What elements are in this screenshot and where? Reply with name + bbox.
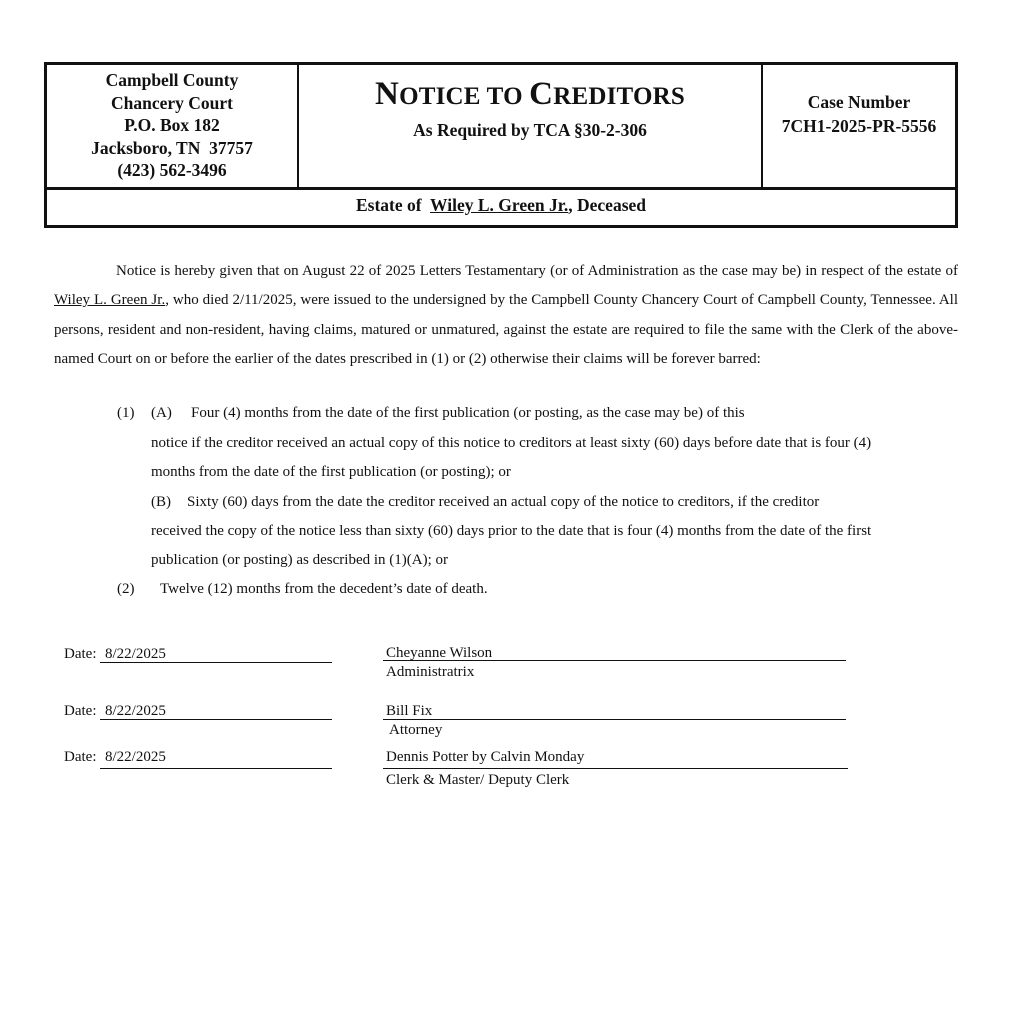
signer-role-2: Attorney (389, 722, 443, 738)
title-cap-c: C (529, 76, 554, 112)
item-1a-line-1: Four (4) months from the date of the first publication (or posting, as the case may be) of this (191, 405, 745, 421)
court-city: Jacksboro, TN 37757 (91, 137, 253, 158)
estate-suffix: , Deceased (568, 195, 647, 215)
estate-decedent: Wiley L. Green Jr. (430, 195, 569, 215)
signer-role-1: Administratrix (386, 664, 475, 680)
date-line-1 (100, 662, 332, 663)
notice-header-box (44, 62, 958, 228)
estate-line (47, 195, 955, 216)
date-value-1: 8/22/2025 (105, 646, 166, 662)
date-line-3 (100, 768, 332, 769)
item-1a-line-3: months from the date of the first publication (or posting); or (151, 464, 511, 480)
item-1b-line-2: received the copy of the notice less than sixty (60) days prior to the date that is four (4) months from the date of the first (151, 523, 872, 539)
intro-decedent: Wiley L. Green Jr. (54, 292, 166, 309)
title-small-2: REDITORS (553, 83, 685, 110)
court-county: Campbell County (105, 70, 239, 90)
case-number-block (763, 65, 955, 187)
header-divider (47, 187, 955, 190)
intro-text-2: , who died 2/11/2025, were issued to the undersigned by the Campbell County Chancery Court of Campbell County, Tennessee. All persons, resident and non-resident, having claims, matured or unmatured, against the estate are required to file the same with the Clerk of the above-named Court on or before the earlier of the dates prescribed in (1) or (2) otherwise their claims will be forever barred: (54, 292, 958, 367)
signer-name-1: Cheyanne Wilson (386, 645, 493, 661)
title-small-1: OTICE TO (399, 83, 530, 110)
item-1a-line-2: notice if the creditor received an actual copy of this notice to creditors at least sixty (60) days before date that is four (4) (151, 435, 872, 451)
item-2-text: Twelve (12) months from the decedent’s date of death. (160, 581, 488, 597)
intro-text-1: Notice is hereby given that on August 22 of 2025 Letters Testamentary (or of Administration as the case may be) in respect of the estate of (116, 263, 958, 279)
item-1b-line-3: publication (or posting) as described in (1)(A); or (151, 552, 449, 568)
estate-prefix: Estate of (355, 195, 422, 215)
title-block (299, 65, 763, 187)
item-1b-line-1: Sixty (60) days from the date the creditor received an actual copy of the notice to creditors, if the creditor (187, 494, 820, 510)
court-po-box: P.O. Box 182 (124, 115, 220, 135)
item-1-number: (1) (117, 405, 135, 421)
title-cap-n: N (375, 76, 400, 112)
item-1a-letter: (A) (151, 405, 172, 421)
date-label-3: Date: (64, 749, 97, 765)
date-line-2 (100, 719, 332, 720)
notice-title (299, 75, 761, 116)
court-address-block (47, 65, 299, 187)
notice-subtitle: As Required by TCA §30-2-306 (413, 120, 647, 140)
signer-name-2: Bill Fix (386, 703, 433, 719)
date-value-3: 8/22/2025 (105, 749, 166, 765)
date-label-2: Date: (64, 703, 97, 719)
item-2-number: (2) (117, 581, 135, 597)
item-1b-letter: (B) (151, 494, 171, 510)
signature-line-1 (383, 660, 846, 661)
court-phone: (423) 562-3496 (117, 160, 227, 180)
signature-line-2 (383, 719, 846, 720)
date-label-1: Date: (64, 646, 97, 662)
date-value-2: 8/22/2025 (105, 703, 166, 719)
case-number: 7CH1-2025-PR-5556 (781, 116, 937, 136)
signature-line-3 (383, 768, 848, 769)
signer-name-3: Dennis Potter by Calvin Monday (386, 749, 585, 765)
court-name: Chancery Court (111, 92, 233, 113)
signer-role-3: Clerk & Master/ Deputy Clerk (386, 772, 570, 788)
case-label: Case Number (807, 92, 911, 112)
notice-paragraph (54, 257, 958, 374)
